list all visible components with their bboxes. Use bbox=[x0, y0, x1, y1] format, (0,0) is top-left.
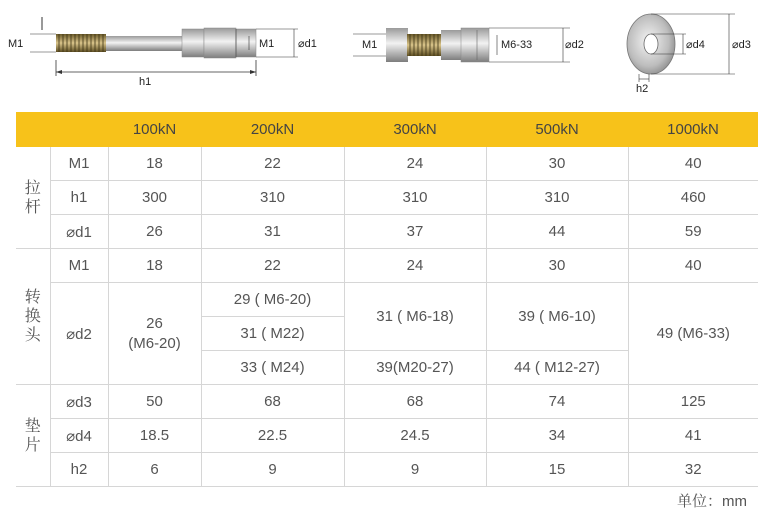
header-300kn: 300kN bbox=[344, 112, 486, 147]
table-cell: 68 bbox=[201, 385, 344, 419]
header-200kn: 200kN bbox=[201, 112, 344, 147]
adapter-m1-label: M1 bbox=[362, 39, 378, 51]
param-label: M1 bbox=[50, 147, 108, 181]
table-cell: 40 bbox=[628, 249, 758, 283]
table-cell: 33 ( M24) bbox=[201, 351, 344, 385]
param-label: h1 bbox=[50, 181, 108, 215]
table-cell: 37 bbox=[344, 215, 486, 249]
component-drawings bbox=[0, 0, 773, 110]
table-cell: 39(M20-27) bbox=[344, 351, 486, 385]
table-cell: 44 bbox=[486, 215, 628, 249]
table-cell: 22 bbox=[201, 249, 344, 283]
table-cell: 310 bbox=[201, 181, 344, 215]
table-cell: 300 bbox=[108, 181, 201, 215]
unit-note: 单位：mm bbox=[677, 493, 747, 510]
table-cell: 18 bbox=[108, 249, 201, 283]
group-washer: 垫片 bbox=[16, 385, 50, 487]
rod-d1-label: ⌀d1 bbox=[298, 38, 317, 50]
table-row bbox=[16, 453, 758, 487]
table-cell: 31 ( M22) bbox=[201, 317, 344, 351]
table-cell: 31 bbox=[201, 215, 344, 249]
rod-drawing bbox=[8, 17, 317, 88]
table-cell: 24.5 bbox=[344, 419, 486, 453]
table-cell: 9 bbox=[201, 453, 344, 487]
table-header-row bbox=[16, 112, 758, 147]
table-cell: 41 bbox=[628, 419, 758, 453]
table-cell: 24 bbox=[344, 147, 486, 181]
param-label: h2 bbox=[50, 453, 108, 487]
param-label: ⌀d3 bbox=[50, 385, 108, 419]
param-label: ⌀d4 bbox=[50, 419, 108, 453]
table-cell: 22 bbox=[201, 147, 344, 181]
param-label: ⌀d2 bbox=[50, 283, 108, 385]
adapter-d2-label: ⌀d2 bbox=[565, 39, 584, 51]
table-row bbox=[16, 283, 758, 317]
table-cell: 310 bbox=[344, 181, 486, 215]
table-row bbox=[16, 215, 758, 249]
table-cell: 39 ( M6-10) bbox=[486, 283, 628, 351]
table-cell: 460 bbox=[628, 181, 758, 215]
table-cell: 15 bbox=[486, 453, 628, 487]
table-cell: 18 bbox=[108, 147, 201, 181]
rod-h1-label: h1 bbox=[139, 76, 152, 88]
table-cell: 24 bbox=[344, 249, 486, 283]
header-100kn: 100kN bbox=[108, 112, 201, 147]
table-cell: 30 bbox=[486, 249, 628, 283]
table-cell: 310 bbox=[486, 181, 628, 215]
group-rod: 拉杆 bbox=[16, 147, 50, 249]
table-cell: 31 ( M6-18) bbox=[344, 283, 486, 351]
washer-drawing bbox=[627, 14, 751, 95]
table-cell: 6 bbox=[108, 453, 201, 487]
table-row bbox=[16, 419, 758, 453]
rod-m1-label: M1 bbox=[8, 38, 24, 50]
header-cell bbox=[16, 112, 50, 147]
param-label: M1 bbox=[50, 249, 108, 283]
adapter-drawing bbox=[353, 28, 584, 62]
washer-h2-label: h2 bbox=[636, 83, 649, 95]
washer-d4-label: ⌀d4 bbox=[686, 39, 705, 51]
header-1000kn: 1000kN bbox=[628, 112, 758, 147]
table-row bbox=[16, 385, 758, 419]
spec-table bbox=[16, 112, 758, 487]
table-cell: 125 bbox=[628, 385, 758, 419]
table-cell: 18.5 bbox=[108, 419, 201, 453]
table-row bbox=[16, 249, 758, 283]
table-cell: 32 bbox=[628, 453, 758, 487]
table-cell: 40 bbox=[628, 147, 758, 181]
rod-m1-inner-label: M1 bbox=[259, 38, 275, 50]
header-500kn: 500kN bbox=[486, 112, 628, 147]
header-cell bbox=[50, 112, 108, 147]
table-row bbox=[16, 147, 758, 181]
table-row bbox=[16, 181, 758, 215]
table-cell: 34 bbox=[486, 419, 628, 453]
table-cell: 50 bbox=[108, 385, 201, 419]
table-cell: 22.5 bbox=[201, 419, 344, 453]
table-cell: 44 ( M12-27) bbox=[486, 351, 628, 385]
group-adapter: 转换头 bbox=[16, 249, 50, 385]
table-cell: 68 bbox=[344, 385, 486, 419]
param-label: ⌀d1 bbox=[50, 215, 108, 249]
table-cell: 9 bbox=[344, 453, 486, 487]
table-cell: 49 (M6-33) bbox=[628, 283, 758, 385]
table-cell: 26 bbox=[108, 215, 201, 249]
table-cell: 30 bbox=[486, 147, 628, 181]
table-cell: 26 (M6-20) bbox=[108, 283, 201, 385]
table-cell: 59 bbox=[628, 215, 758, 249]
adapter-thread-label: M6-33 bbox=[501, 39, 533, 51]
table-cell: 29 ( M6-20) bbox=[201, 283, 344, 317]
table-cell: 74 bbox=[486, 385, 628, 419]
washer-d3-label: ⌀d3 bbox=[732, 39, 751, 51]
